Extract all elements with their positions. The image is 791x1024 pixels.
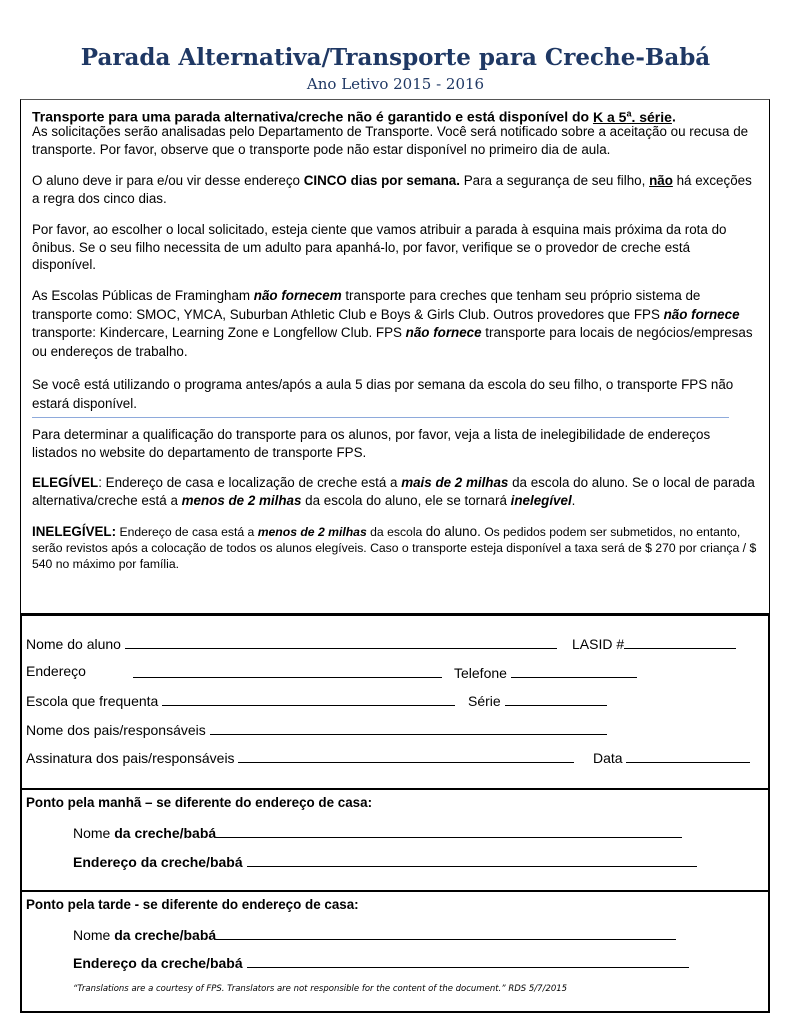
lasid-field[interactable] (624, 634, 736, 649)
date-label: Data (593, 750, 623, 766)
school-year-subtitle: Ano Letivo 2015 - 2016 (306, 75, 485, 93)
parents-label: Nome dos pais/responsáveis (26, 722, 206, 738)
student-name-field[interactable] (125, 634, 557, 649)
morning-name-row: Nome da creche/babá (73, 823, 682, 841)
parents-field[interactable] (210, 720, 607, 735)
paragraph-before-after: Se você está utilizando o programa antes/após a aula 5 dias por semana da escola do seu filho, o transporte FPS não estará disponível. (32, 377, 734, 411)
address-label: Endereço (26, 663, 86, 679)
lasid-label: LASID # (572, 636, 625, 652)
signature-label: Assinatura dos pais/responsáveis (26, 750, 235, 766)
signature-row (26, 748, 574, 766)
student-name-label: Nome do aluno (26, 636, 121, 652)
paragraph-five-days: O aluno deve ir para e/ou vir desse endereço CINCO dias por semana. Para a segurança de seu filho, não há exceções a regra dos cinco dias. (32, 173, 752, 206)
morning-heading: Ponto pela manhã – se diferente do endereço de casa: (26, 795, 373, 810)
phone-row (454, 663, 637, 681)
morning-divider (22, 788, 768, 790)
afternoon-name-row: Nome da creche/babá (73, 925, 676, 943)
grade-row (468, 691, 607, 709)
section-divider (32, 417, 729, 418)
afternoon-address-row: Endereço da creche/babá (73, 953, 689, 971)
date-field[interactable] (626, 748, 750, 763)
lead-grade: K a 5$^a$. série (592, 108, 672, 125)
afternoon-divider (22, 890, 768, 892)
student-name-row (26, 634, 557, 652)
paragraph-eligibility-list: Para determinar a qualificação do transporte para os alunos, por favor, veja a lista de inelegibilidade de endereços listados no website do departamento de transporte FPS. (32, 427, 711, 460)
paragraph-no-transport: As Escolas Públicas de Framingham não fornecem transporte para creches que tenham seu próprio sistema de transporte como: SMOC, YMCA, Suburban Athletic Club e Boys & Girls Club. Outros provedores que FPS não fornece transporte: Kindercare, Learning Zone e Longfellow Club. FPS não fornece transporte para locais de negócios/empresas ou endereços de trabalho. (32, 288, 753, 359)
paragraph-stop-location: Por favor, ao escolher o local solicitado, esteja ciente que vamos atribuir a parada à esquina mais próxima da rota do ônibus. Se o seu filho necessita de um adulto para apanhá-lo, por favor, verifique se o provedor de creche está disponível. (32, 222, 727, 272)
address-field[interactable] (133, 663, 442, 678)
lasid-row (572, 634, 736, 652)
lead-end: . (671, 108, 676, 125)
afternoon-name-field[interactable] (216, 925, 676, 940)
grade-label: Série (468, 693, 501, 709)
parents-row (26, 720, 607, 738)
phone-field[interactable] (511, 663, 637, 678)
date-row (593, 748, 750, 766)
grade-field[interactable] (505, 691, 607, 706)
morning-name-field[interactable] (216, 823, 682, 838)
signature-field[interactable] (238, 748, 574, 763)
school-row (26, 691, 455, 709)
paragraph-review: As solicitações serão analisadas pelo Departamento de Transporte. Você será notificado sobre a aceitação ou recusa de transporte. Por favor, observe que o transporte pode não estar disponível no primeiro dia de aula. (32, 124, 749, 157)
phone-label: Telefone (454, 665, 507, 681)
paragraph-ineligible: INELEGÍVEL: Endereço de casa está a menos de 2 milhas da escola do aluno. Os pedidos podem ser submetidos, no entanto, serão revistos após a colocação de todos os alunos elegíveis. Caso o transporte esteja disponível a taxa será de $ 270 por criança / $ 540 no máximo por família. (32, 524, 757, 571)
school-field[interactable] (162, 691, 455, 706)
school-label: Escola que frequenta (26, 693, 159, 709)
morning-address-field[interactable] (247, 852, 697, 867)
afternoon-heading: Ponto pela tarde - se diferente do endereço de casa: (26, 897, 359, 912)
page-title: Parada Alternativa/Transporte para Creche-Babá (80, 44, 711, 71)
paragraph-eligible: ELEGÍVEL: Endereço de casa e localização de creche está a mais de 2 milhas da escola do aluno. Se o local de parada alternativa/creche está a menos de 2 milhas da escola do aluno, ele se tornará inelegível. (32, 475, 755, 508)
afternoon-address-field[interactable] (247, 953, 689, 968)
translation-disclaimer: “Translations are a courtesy of FPS. Translators are not responsible for the content of the document.” RDS 5/7/2015 (73, 984, 568, 994)
lead-text: Transporte para uma parada alternativa/creche não é garantido e está disponível do (32, 108, 590, 125)
morning-address-row: Endereço da creche/babá (73, 852, 697, 870)
